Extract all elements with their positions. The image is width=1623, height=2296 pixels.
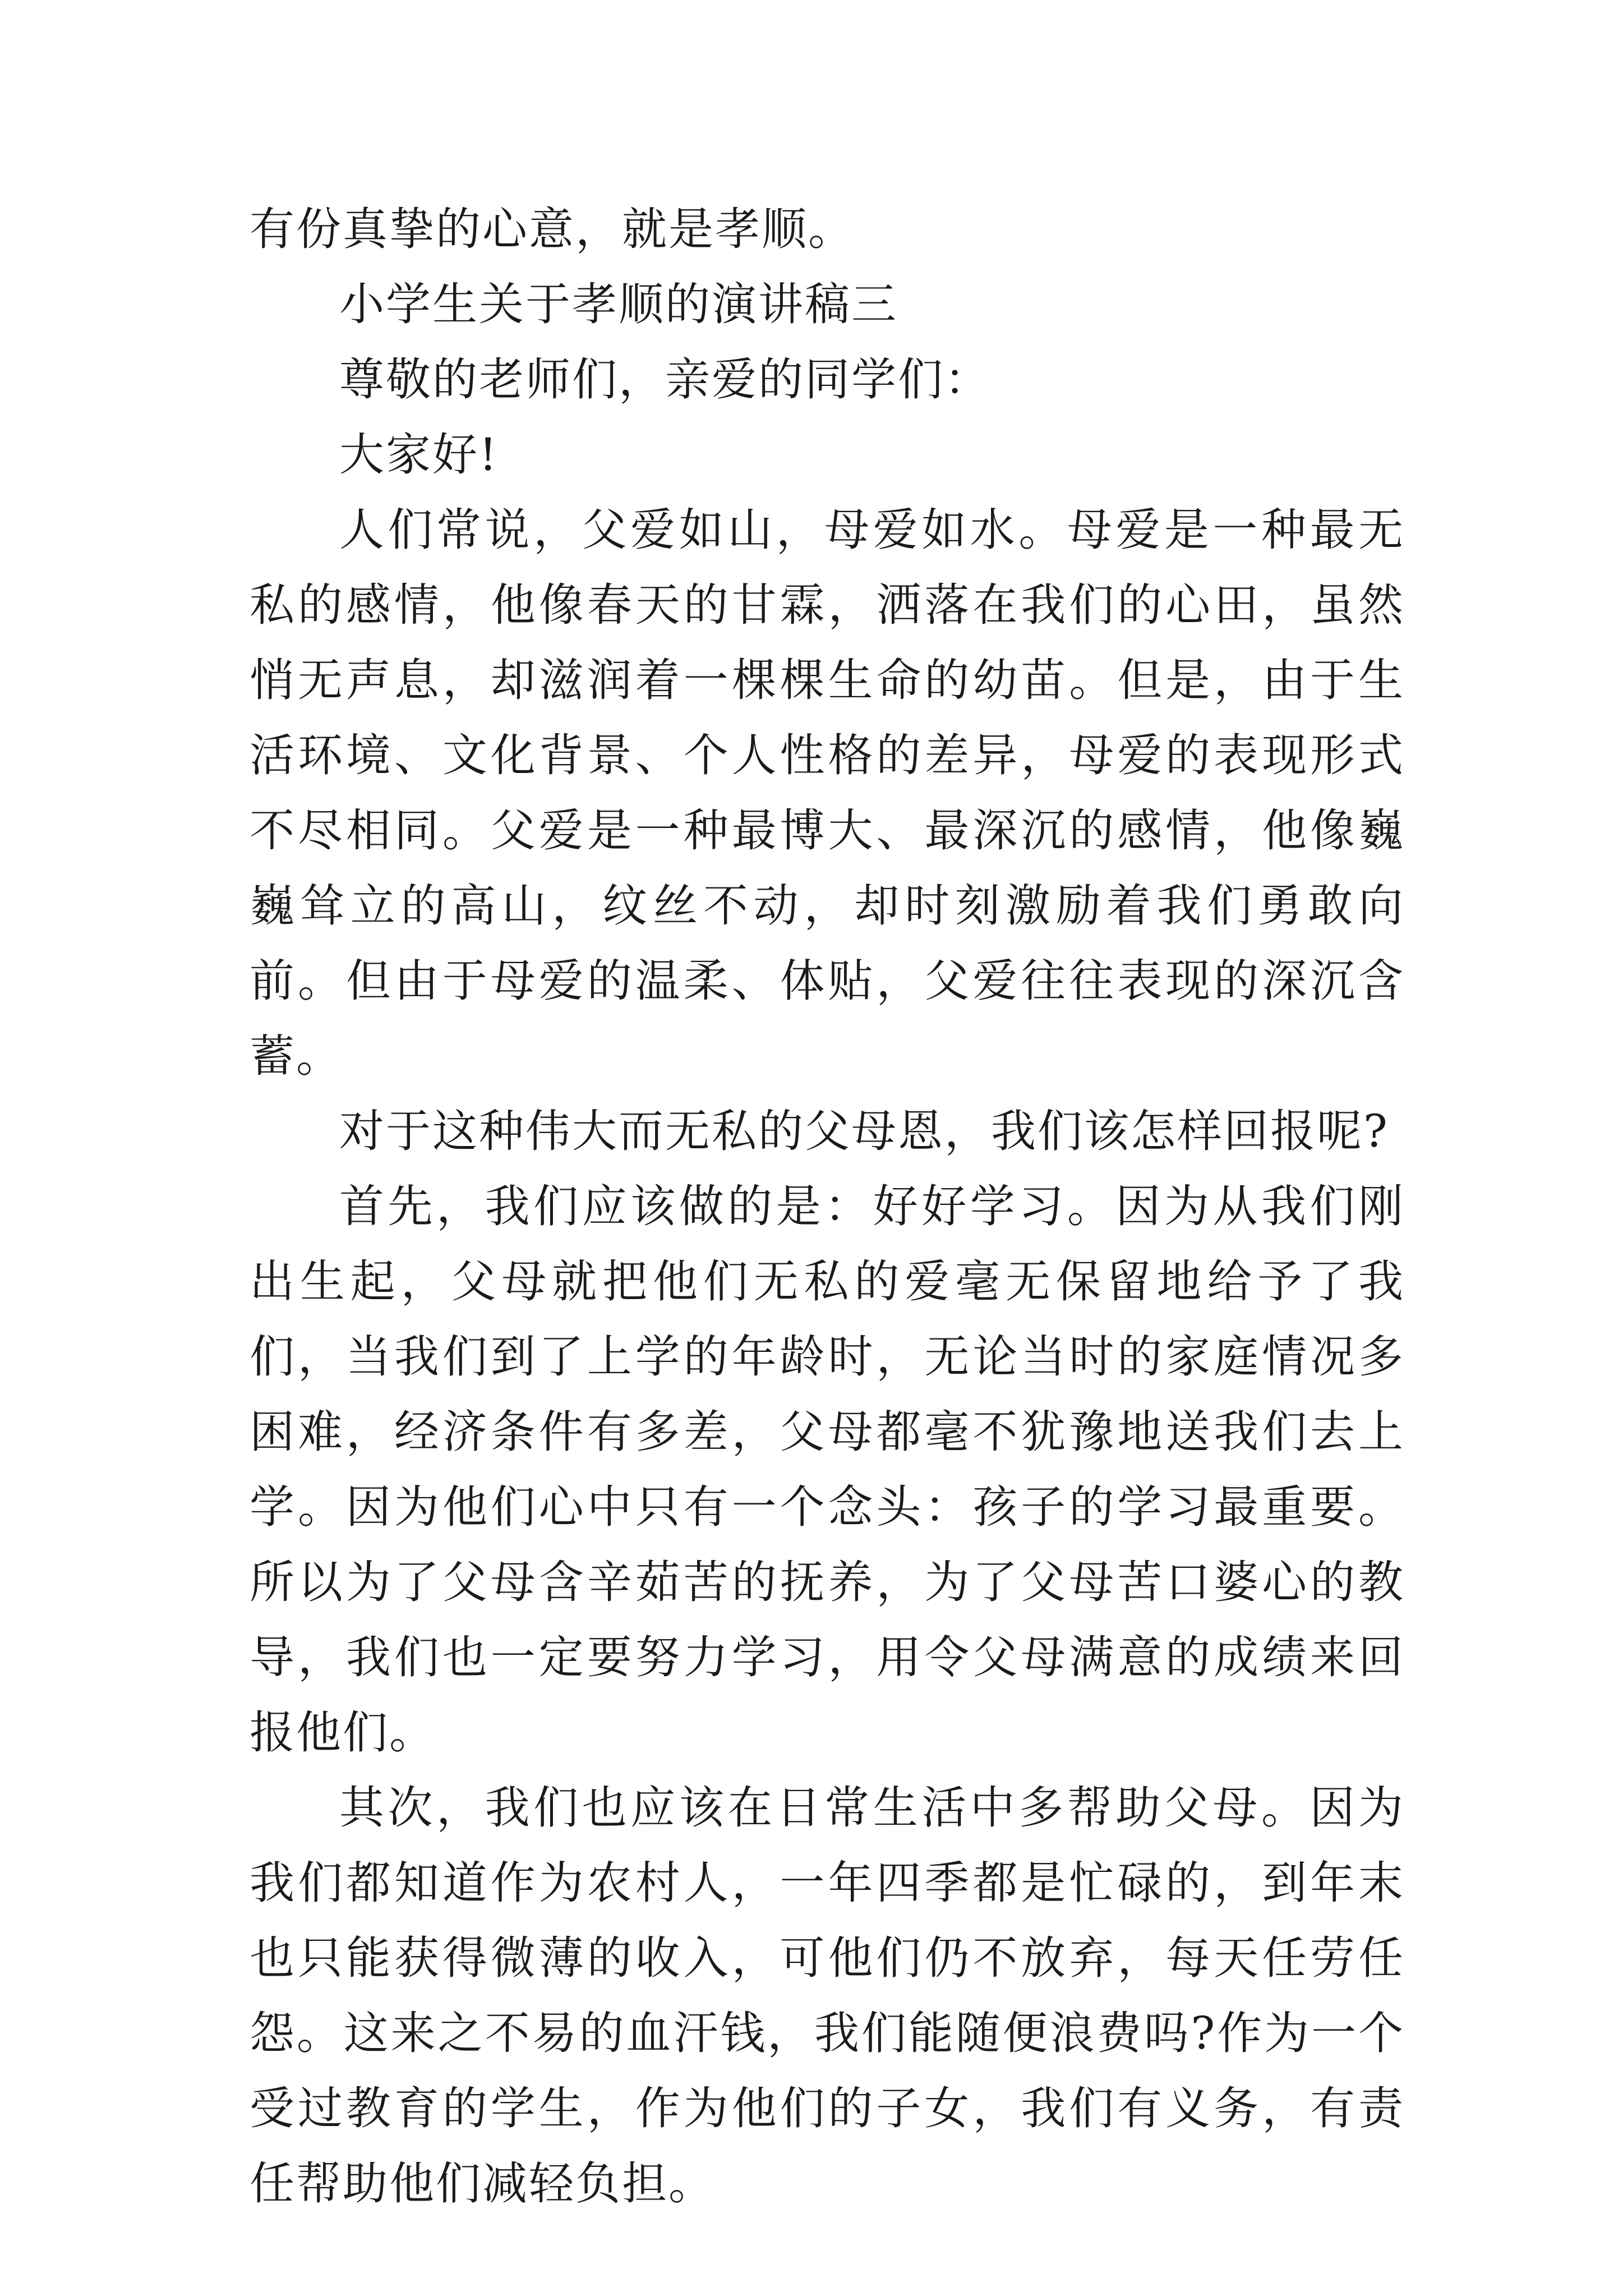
section-title: 小学生关于孝顺的演讲稿三	[339, 278, 898, 330]
body-text	[250, 192, 1405, 2221]
paragraph: 人们常说，父爱如山，母爱如水。母爱是一种最无私的感情，他像春天的甘霖，洒落在我们的心田，虽然悄无声息，却滋润着一棵棵生命的幼苗。但是，由于生活环境、文化背景、个人性格的差异，母爱的表现形式不尽相同。父爱是一种最博大、最深沉的感情，他像巍巍耸立的高山，纹丝不动，却时刻激励着我们勇敢向前。但由于母爱的温柔、体贴，父爱往往表现的深沉含蓄。	[250, 504, 1405, 1082]
salutation: 尊敬的老师们，亲爱的同学们：	[339, 353, 991, 406]
greeting: 大家好!	[339, 429, 499, 481]
paragraph: 其次，我们也应该在日常生活中多帮助父母。因为我们都知道作为农村人，一年四季都是忙碌的，到年末也只能获得微薄的收入，可他们仍不放弃，每天任劳任怨。这来之不易的血汗钱，我们能随便浪费吗?作为一个受过教育的学生，作为他们的子女，我们有义务，有责任帮助他们减轻负担。	[250, 1782, 1405, 2210]
paragraph: 对于这种伟大而无私的父母恩，我们该怎样回报呢?	[339, 1105, 1389, 1157]
paragraph: 首先，我们应该做的是：好好学习。因为从我们刚出生起，父母就把他们无私的爱毫无保留地给予了我们，当我们到了上学的年龄时，无论当时的家庭情况多困难，经济条件有多差，父母都毫不犹豫地送我们去上学。因为他们心中只有一个念头：孩子的学习最重要。所以为了父母含辛茹苦的抚养，为了父母苦口婆心的教导，我们也一定要努力学习，用令父母满意的成绩来回报他们。	[250, 1180, 1405, 1759]
paragraph: 有份真挚的心意，就是孝顺。	[250, 203, 855, 255]
